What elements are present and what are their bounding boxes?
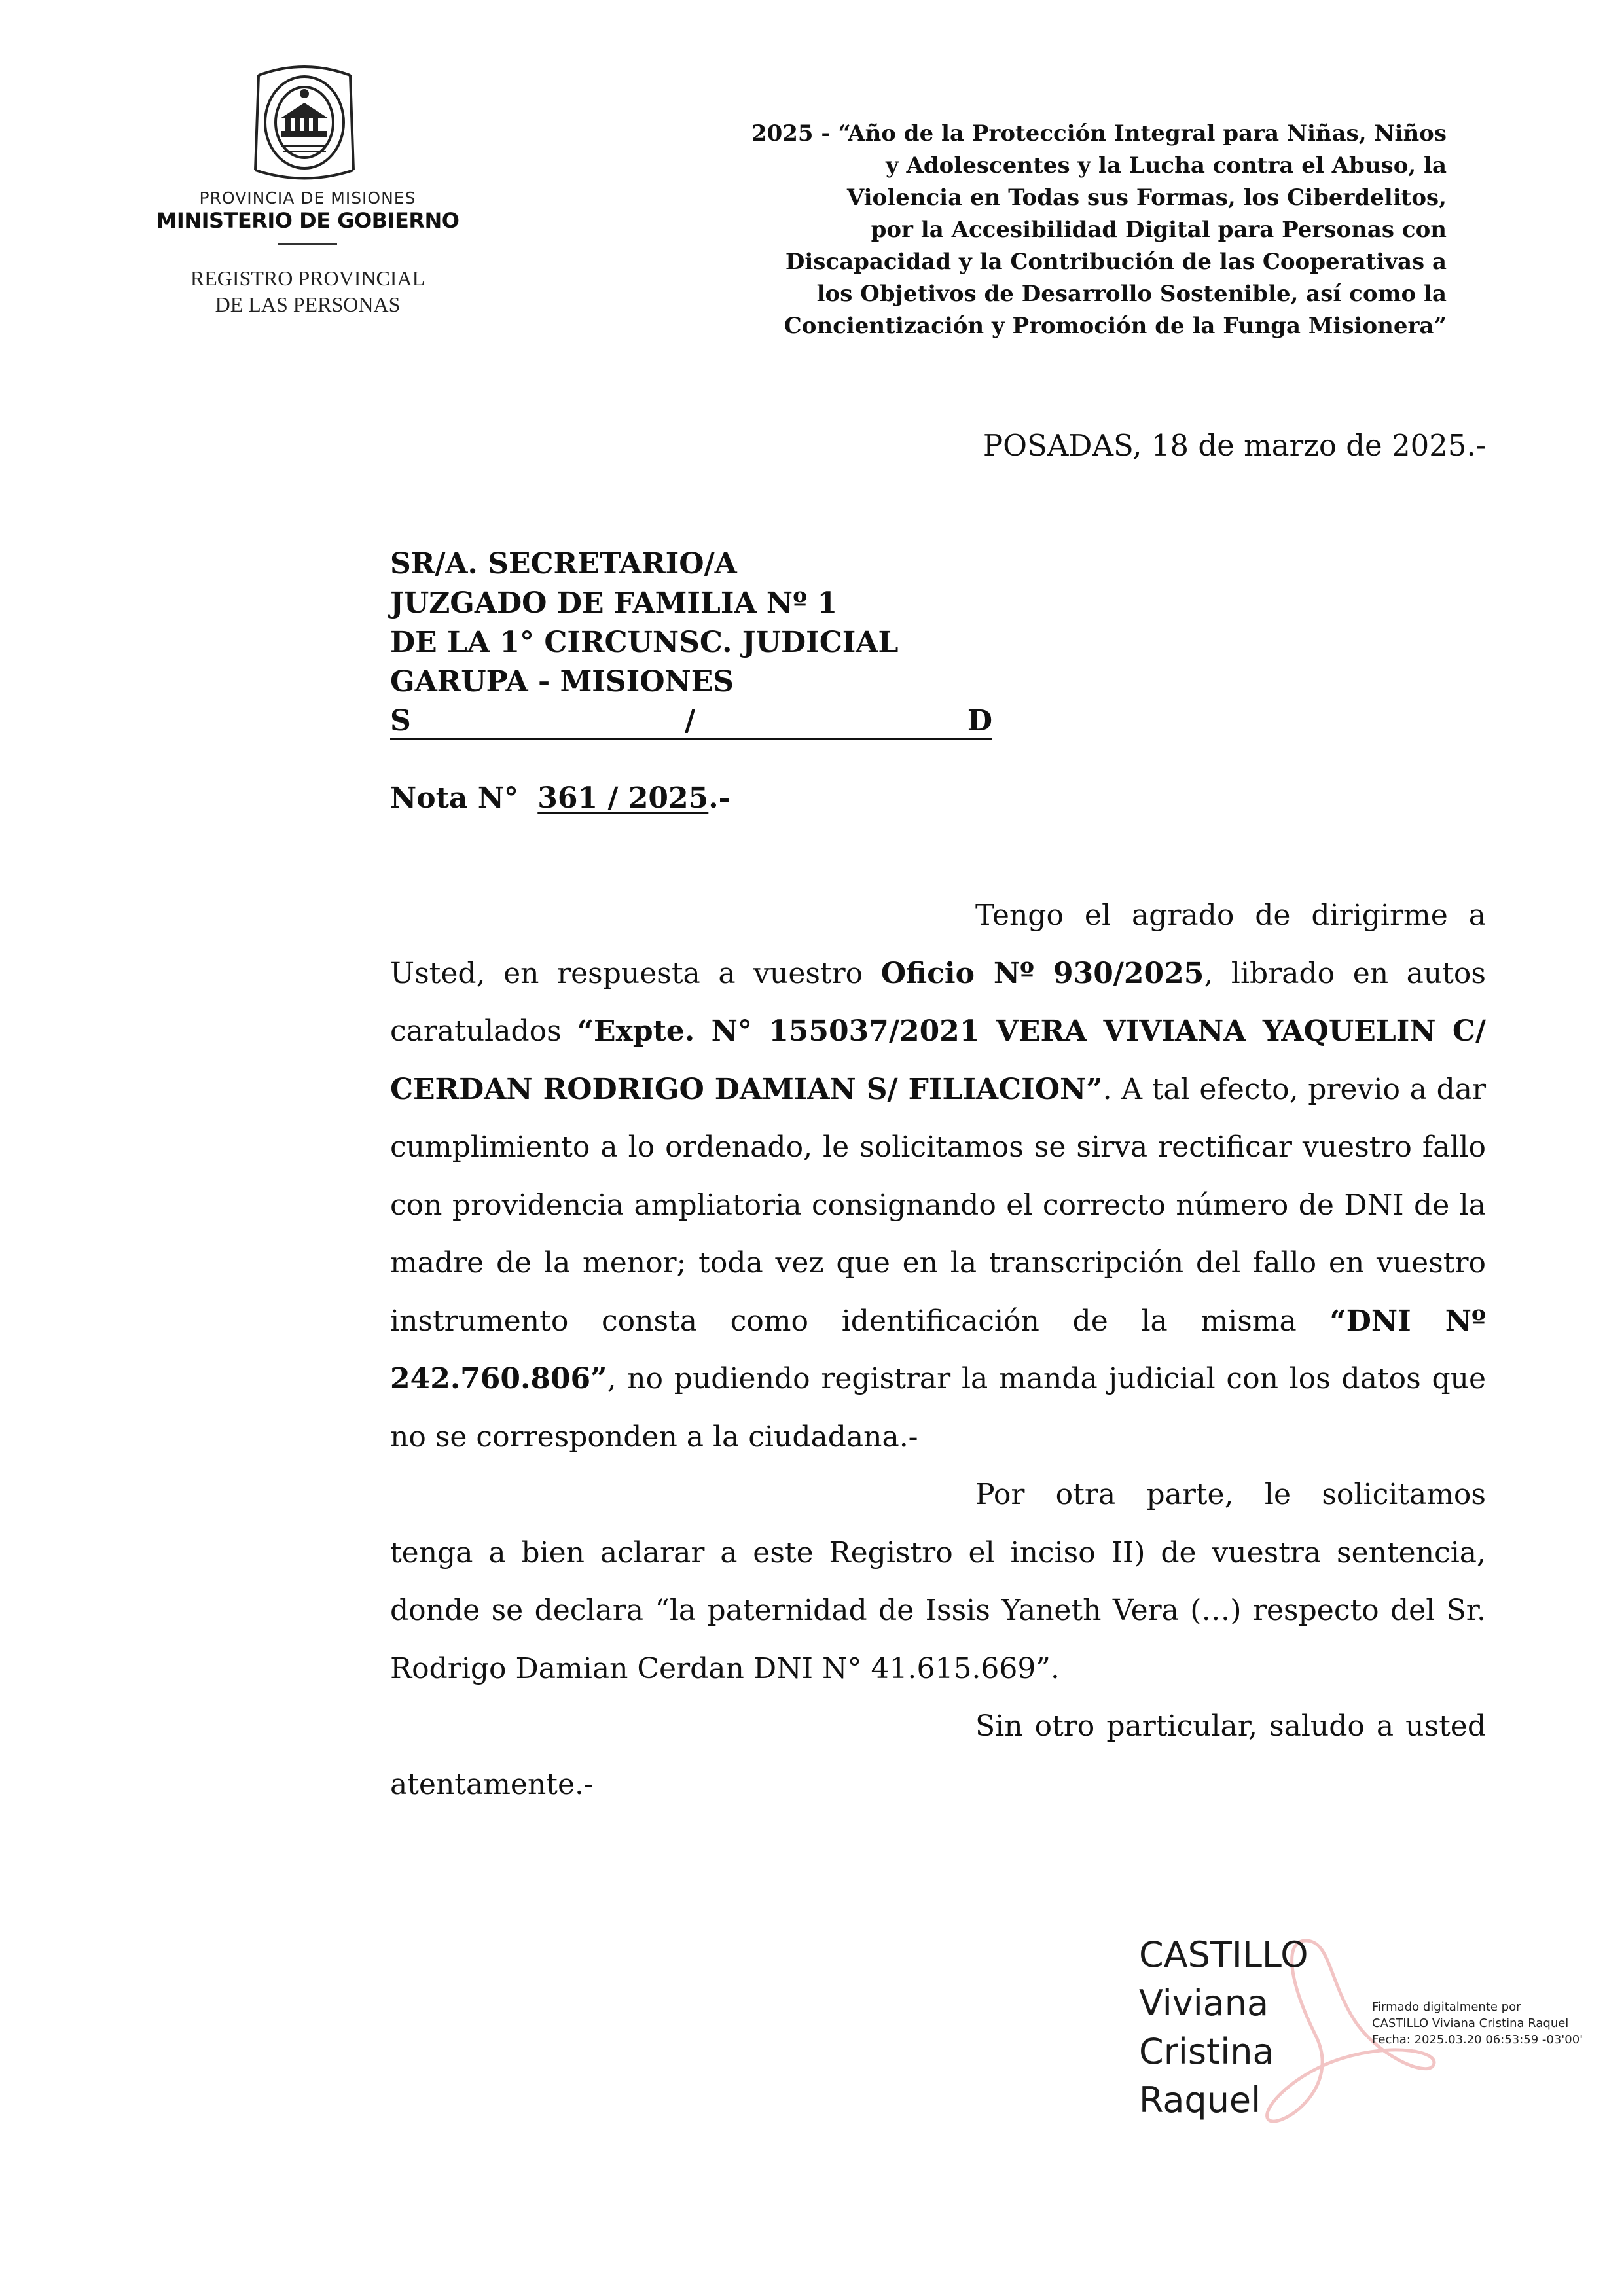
p1-end: , no pudiendo registrar la manda judicial con los datos que no se corresponden a la ciudadana.- <box>390 1362 1486 1454</box>
case-reference: “Expte. N° 155037/2021 VERA VIVIANA YAQUELIN C/ CERDAN RODRIGO DAMIAN S/ FILIACION” <box>390 1014 1487 1106</box>
registry-name <box>151 265 465 317</box>
province-name: PROVINCIA DE MISIONES <box>199 188 416 207</box>
addressee-line: JUZGADO DE FAMILIA Nº 1 <box>390 586 838 620</box>
signer-name-line: Viviana <box>1139 1982 1269 2024</box>
motto-line: Concientización y Promoción de la Funga Misionera” <box>784 313 1447 339</box>
note-label: Nota N° <box>390 781 518 815</box>
misiones-provincial-crest-icon <box>242 62 367 183</box>
digital-signature-stamp <box>1372 1999 1583 2048</box>
stamp-line: CASTILLO Viviana Cristina Raquel <box>1372 2017 1569 2030</box>
addressee-line: DE LA 1° CIRCUNSC. JUDICIAL <box>390 626 899 659</box>
note-suffix: .- <box>708 781 731 815</box>
registry-line-2: DE LAS PERSONAS <box>215 293 401 316</box>
addressee-line: GARUPA - MISIONES <box>390 665 734 698</box>
letterhead-divider <box>278 243 337 245</box>
motto-line: los Objetivos de Desarrollo Sostenible, así como la <box>816 281 1447 307</box>
sd-left: S <box>390 704 411 738</box>
signer-name-line: CASTILLO <box>1139 1934 1308 1975</box>
motto-line: Discapacidad y la Contribución de las Cooperativas a <box>785 249 1447 275</box>
motto-line: 2025 - “Año de la Protección Integral para Niñas, Niños <box>751 120 1447 147</box>
signer-name-line: Raquel <box>1139 2079 1261 2121</box>
addressee-line: SR/A. SECRETARIO/A <box>390 547 737 581</box>
registry-line-1: REGISTRO PROVINCIAL <box>190 266 425 290</box>
oficio-reference: Oficio Nº 930/2025 <box>880 956 1204 990</box>
signer-name <box>1139 1931 1308 2125</box>
motto-line: Violencia en Todas sus Formas, los Ciberdelitos, <box>846 185 1447 211</box>
paragraph-2: Por otra parte, le solicitamos tenga a bien aclarar a este Registro el inciso II) de vuestra sentencia, donde se declara “la paternidad de Issis Yaneth Vera (…) respecto del Sr. Rodrigo Damian Cerdan DNI N° 41.615.669”. <box>390 1478 1486 1685</box>
stamp-line: Fecha: 2025.03.20 06:53:59 -03'00' <box>1372 2033 1583 2047</box>
sd-line <box>390 702 992 740</box>
motto-line: por la Accesibilidad Digital para Personas con <box>871 217 1447 243</box>
p1-mid: , librado en autos caratulados <box>390 956 1486 1048</box>
letter-body <box>390 887 1486 1814</box>
p1-rest: . A tal efecto, previo a dar cumplimiento a lo ordenado, le solicitamos se sirva rectificar vuestro fallo con providencia ampliatoria consignando el correcto número de DNI de la madre de la menor; toda vez que en la transcripción del fallo en vuestro instrumento consta como identificación de la misma <box>390 1072 1486 1338</box>
dni-reference: “DNI Nº 242.760.806” <box>390 1304 1486 1395</box>
note-number: 361 / 2025 <box>537 781 709 815</box>
ministry-name: MINISTERIO DE GOBIERNO <box>156 208 460 233</box>
note-reference <box>390 779 731 818</box>
sd-right: D <box>967 704 992 738</box>
addressee-block <box>390 545 898 702</box>
p1-intro: Tengo el agrado de dirigirme a Usted, en respuesta a vuestro <box>390 899 1486 990</box>
paragraph-3: Sin otro particular, saludo a usted atentamente.- <box>390 1710 1486 1801</box>
signer-name-line: Cristina <box>1139 2031 1274 2072</box>
stamp-line: Firmado digitalmente por <box>1372 2000 1521 2014</box>
year-motto <box>622 118 1447 342</box>
sd-middle: / <box>685 704 696 738</box>
letter-date: POSADAS, 18 de marzo de 2025.- <box>983 428 1486 463</box>
paragraph-1 <box>390 887 1486 1466</box>
motto-line: y Adolescentes y la Lucha contra el Abuso, la <box>885 152 1447 179</box>
